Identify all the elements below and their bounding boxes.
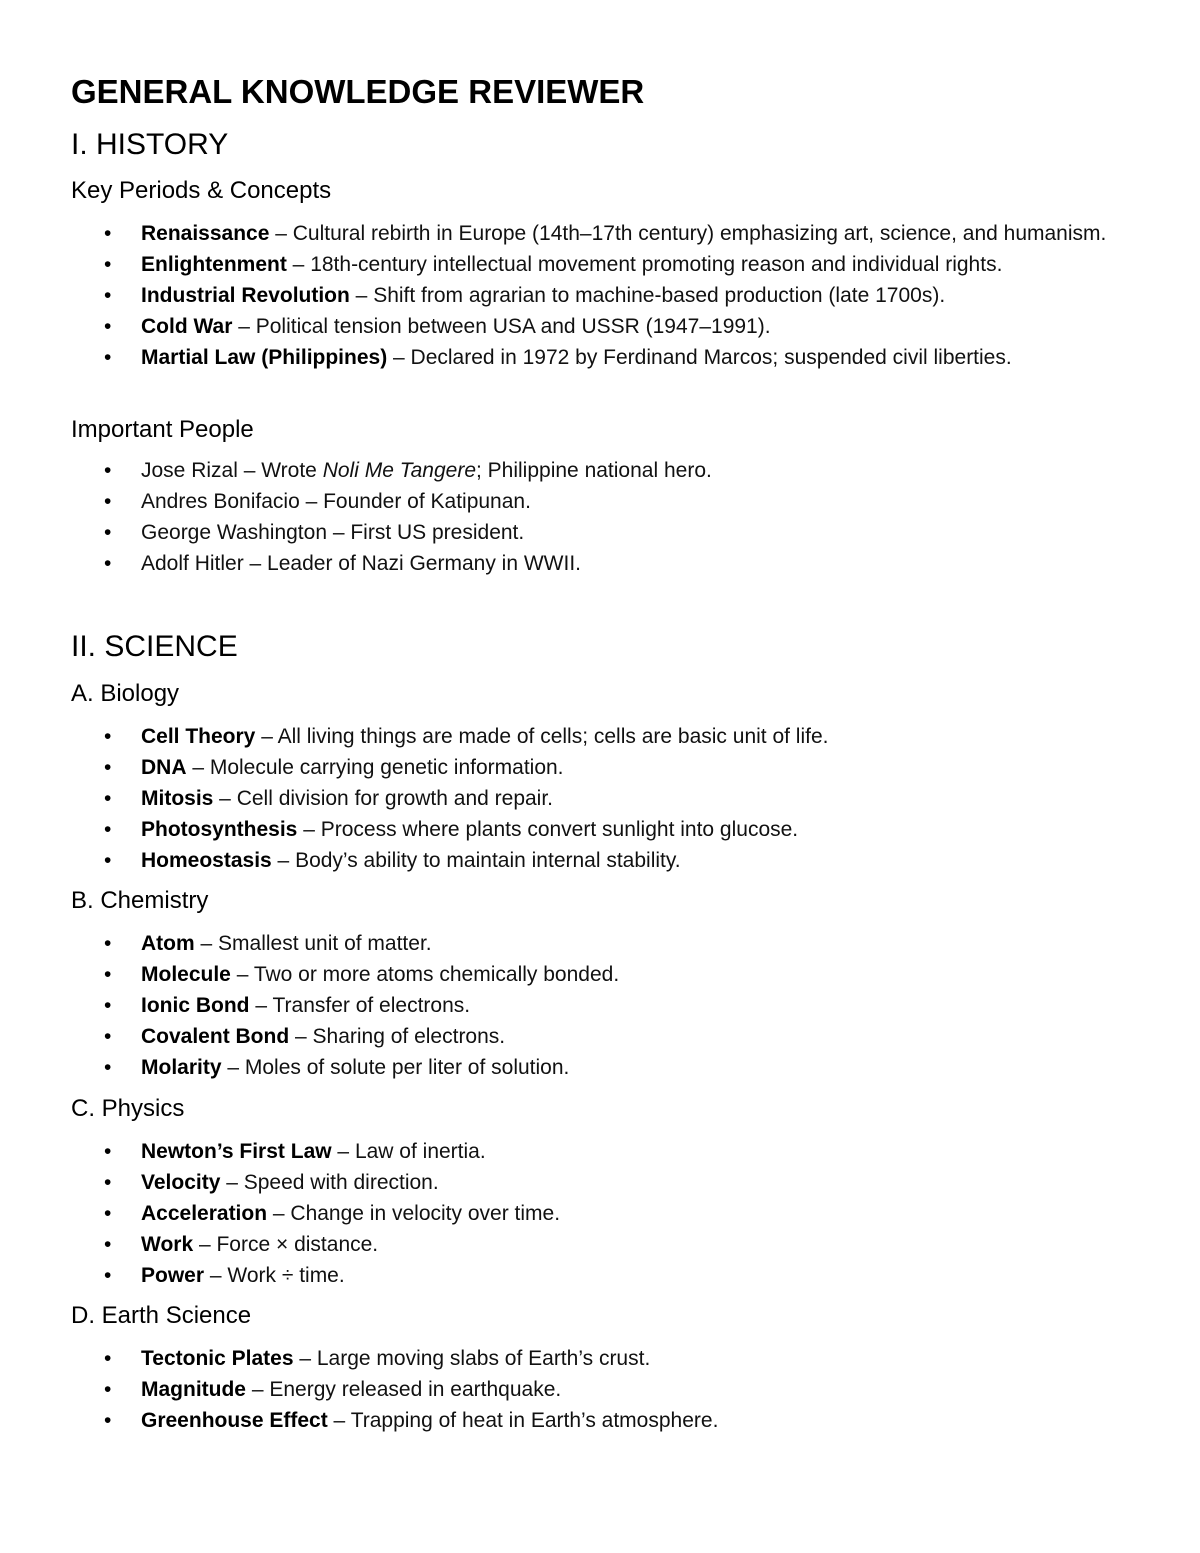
bullet: • bbox=[104, 1378, 112, 1401]
bullet: • bbox=[104, 1171, 112, 1194]
book-title: Noli Me Tangere bbox=[322, 459, 476, 482]
list-item bbox=[0, 1405, 1200, 1436]
bullet: • bbox=[104, 963, 112, 986]
list-item bbox=[0, 517, 1200, 548]
term: Tectonic Plates bbox=[141, 1347, 294, 1370]
list-item bbox=[0, 1167, 1200, 1198]
term: DNA bbox=[141, 756, 187, 779]
list-item bbox=[0, 280, 1200, 311]
definition: – Large moving slabs of Earth’s crust. bbox=[293, 1347, 651, 1370]
definition: – Two or more atoms chemically bonded. bbox=[230, 963, 620, 986]
bullet: • bbox=[104, 932, 112, 955]
term: Cell Theory bbox=[141, 725, 256, 748]
list-item bbox=[0, 1229, 1200, 1260]
term: Power bbox=[141, 1264, 205, 1287]
person-text: Andres Bonifacio – Founder of Katipunan. bbox=[141, 490, 531, 513]
term: Magnitude bbox=[141, 1378, 246, 1401]
chemistry-list bbox=[0, 928, 1200, 1083]
definition: – 18th-century intellectual movement promoting reason and individual rights. bbox=[286, 253, 1003, 276]
definition: – Moles of solute per liter of solution. bbox=[221, 1056, 570, 1079]
term: Cold War bbox=[141, 315, 233, 338]
list-item bbox=[0, 1198, 1200, 1229]
list-item bbox=[0, 845, 1200, 876]
section-heading-science: II. SCIENCE bbox=[71, 630, 238, 663]
biology-list bbox=[0, 721, 1200, 876]
bullet: • bbox=[104, 315, 112, 338]
definition: – Energy released in earthquake. bbox=[246, 1378, 562, 1401]
list-item bbox=[0, 814, 1200, 845]
list-item bbox=[0, 311, 1200, 342]
bullet: • bbox=[104, 1347, 112, 1370]
list-item bbox=[0, 959, 1200, 990]
bullet: • bbox=[104, 552, 112, 575]
term: Industrial Revolution bbox=[141, 284, 350, 307]
definition: – Transfer of electrons. bbox=[249, 994, 471, 1017]
list-item bbox=[0, 548, 1200, 579]
person-text: ; Philippine national hero. bbox=[476, 459, 712, 482]
physics-list bbox=[0, 1136, 1200, 1291]
list-item bbox=[0, 1136, 1200, 1167]
bullet: • bbox=[104, 253, 112, 276]
definition: – Smallest unit of matter. bbox=[194, 932, 432, 955]
bullet: • bbox=[104, 756, 112, 779]
definition: – Law of inertia. bbox=[331, 1140, 486, 1163]
bullet: • bbox=[104, 1202, 112, 1225]
definition: – Declared in 1972 by Ferdinand Marcos; suspended civil liberties. bbox=[387, 346, 1012, 369]
bullet: • bbox=[104, 725, 112, 748]
definition: – Sharing of electrons. bbox=[289, 1025, 506, 1048]
definition: – Cell division for growth and repair. bbox=[213, 787, 554, 810]
term: Acceleration bbox=[141, 1202, 268, 1225]
bullet: • bbox=[104, 346, 112, 369]
list-item bbox=[0, 752, 1200, 783]
term: Molarity bbox=[141, 1056, 222, 1079]
bullet: • bbox=[104, 521, 112, 544]
definition: – Political tension between USA and USSR (1947–1991). bbox=[232, 315, 771, 338]
bullet: • bbox=[104, 284, 112, 307]
definition: – Speed with direction. bbox=[220, 1171, 439, 1194]
term: Work bbox=[141, 1233, 194, 1256]
term: Molecule bbox=[141, 963, 231, 986]
bullet: • bbox=[104, 490, 112, 513]
document-title: GENERAL KNOWLEDGE REVIEWER bbox=[71, 73, 645, 110]
subheading-important-people: Important People bbox=[71, 416, 254, 443]
term: Velocity bbox=[141, 1171, 221, 1194]
list-item bbox=[0, 990, 1200, 1021]
bullet: • bbox=[104, 459, 112, 482]
section-heading-history: I. HISTORY bbox=[71, 128, 229, 161]
subheading-chemistry: B. Chemistry bbox=[71, 887, 209, 914]
list-item bbox=[0, 721, 1200, 752]
list-item bbox=[0, 249, 1200, 280]
definition: – Work ÷ time. bbox=[204, 1264, 345, 1287]
list-item bbox=[0, 1052, 1200, 1083]
bullet: • bbox=[104, 1409, 112, 1432]
person-text: George Washington – First US president. bbox=[141, 521, 525, 544]
definition: – Change in velocity over time. bbox=[267, 1202, 561, 1225]
term: Newton’s First Law bbox=[141, 1140, 332, 1163]
subheading-key-periods: Key Periods & Concepts bbox=[71, 177, 332, 204]
list-item bbox=[0, 1260, 1200, 1291]
list-item bbox=[0, 1343, 1200, 1374]
term: Mitosis bbox=[141, 787, 214, 810]
definition: – Trapping of heat in Earth’s atmosphere. bbox=[327, 1409, 719, 1432]
bullet: • bbox=[104, 1140, 112, 1163]
term: Covalent Bond bbox=[141, 1025, 290, 1048]
person-text: Adolf Hitler – Leader of Nazi Germany in WWII. bbox=[141, 552, 581, 575]
term: Ionic Bond bbox=[141, 994, 250, 1017]
term: Greenhouse Effect bbox=[141, 1409, 328, 1432]
bullet: • bbox=[104, 1025, 112, 1048]
definition: – Force × distance. bbox=[193, 1233, 379, 1256]
definition: – Process where plants convert sunlight into glucose. bbox=[297, 818, 799, 841]
definition: – Shift from agrarian to machine-based production (late 1700s). bbox=[349, 284, 946, 307]
bullet: • bbox=[104, 1056, 112, 1079]
term: Photosynthesis bbox=[141, 818, 298, 841]
list-item bbox=[0, 783, 1200, 814]
list-item bbox=[0, 1021, 1200, 1052]
term: Homeostasis bbox=[141, 849, 272, 872]
list-item bbox=[0, 928, 1200, 959]
bullet: • bbox=[104, 1233, 112, 1256]
term: Martial Law (Philippines) bbox=[141, 346, 388, 369]
subheading-earth-science: D. Earth Science bbox=[71, 1302, 252, 1329]
bullet: • bbox=[104, 818, 112, 841]
important-people-list bbox=[0, 455, 1200, 579]
bullet: • bbox=[104, 849, 112, 872]
subheading-physics: C. Physics bbox=[71, 1095, 185, 1122]
definition: – All living things are made of cells; cells are basic unit of life. bbox=[255, 725, 829, 748]
earth-science-list bbox=[0, 1343, 1200, 1436]
list-item bbox=[0, 1374, 1200, 1405]
person-text: Jose Rizal – Wrote bbox=[141, 459, 323, 482]
list-item bbox=[0, 342, 1200, 373]
term: Renaissance bbox=[141, 222, 270, 245]
list-item bbox=[0, 455, 1200, 486]
bullet: • bbox=[104, 1264, 112, 1287]
definition: – Body’s ability to maintain internal stability. bbox=[271, 849, 681, 872]
subheading-biology: A. Biology bbox=[71, 680, 180, 707]
term: Atom bbox=[141, 932, 195, 955]
bullet: • bbox=[104, 222, 112, 245]
bullet: • bbox=[104, 787, 112, 810]
definition: – Cultural rebirth in Europe (14th–17th century) emphasizing art, science, and humanism. bbox=[269, 222, 1107, 245]
list-item bbox=[0, 218, 1200, 249]
bullet: • bbox=[104, 994, 112, 1017]
key-periods-list bbox=[0, 218, 1200, 373]
definition: – Molecule carrying genetic information. bbox=[186, 756, 564, 779]
term: Enlightenment bbox=[141, 253, 287, 276]
list-item bbox=[0, 486, 1200, 517]
